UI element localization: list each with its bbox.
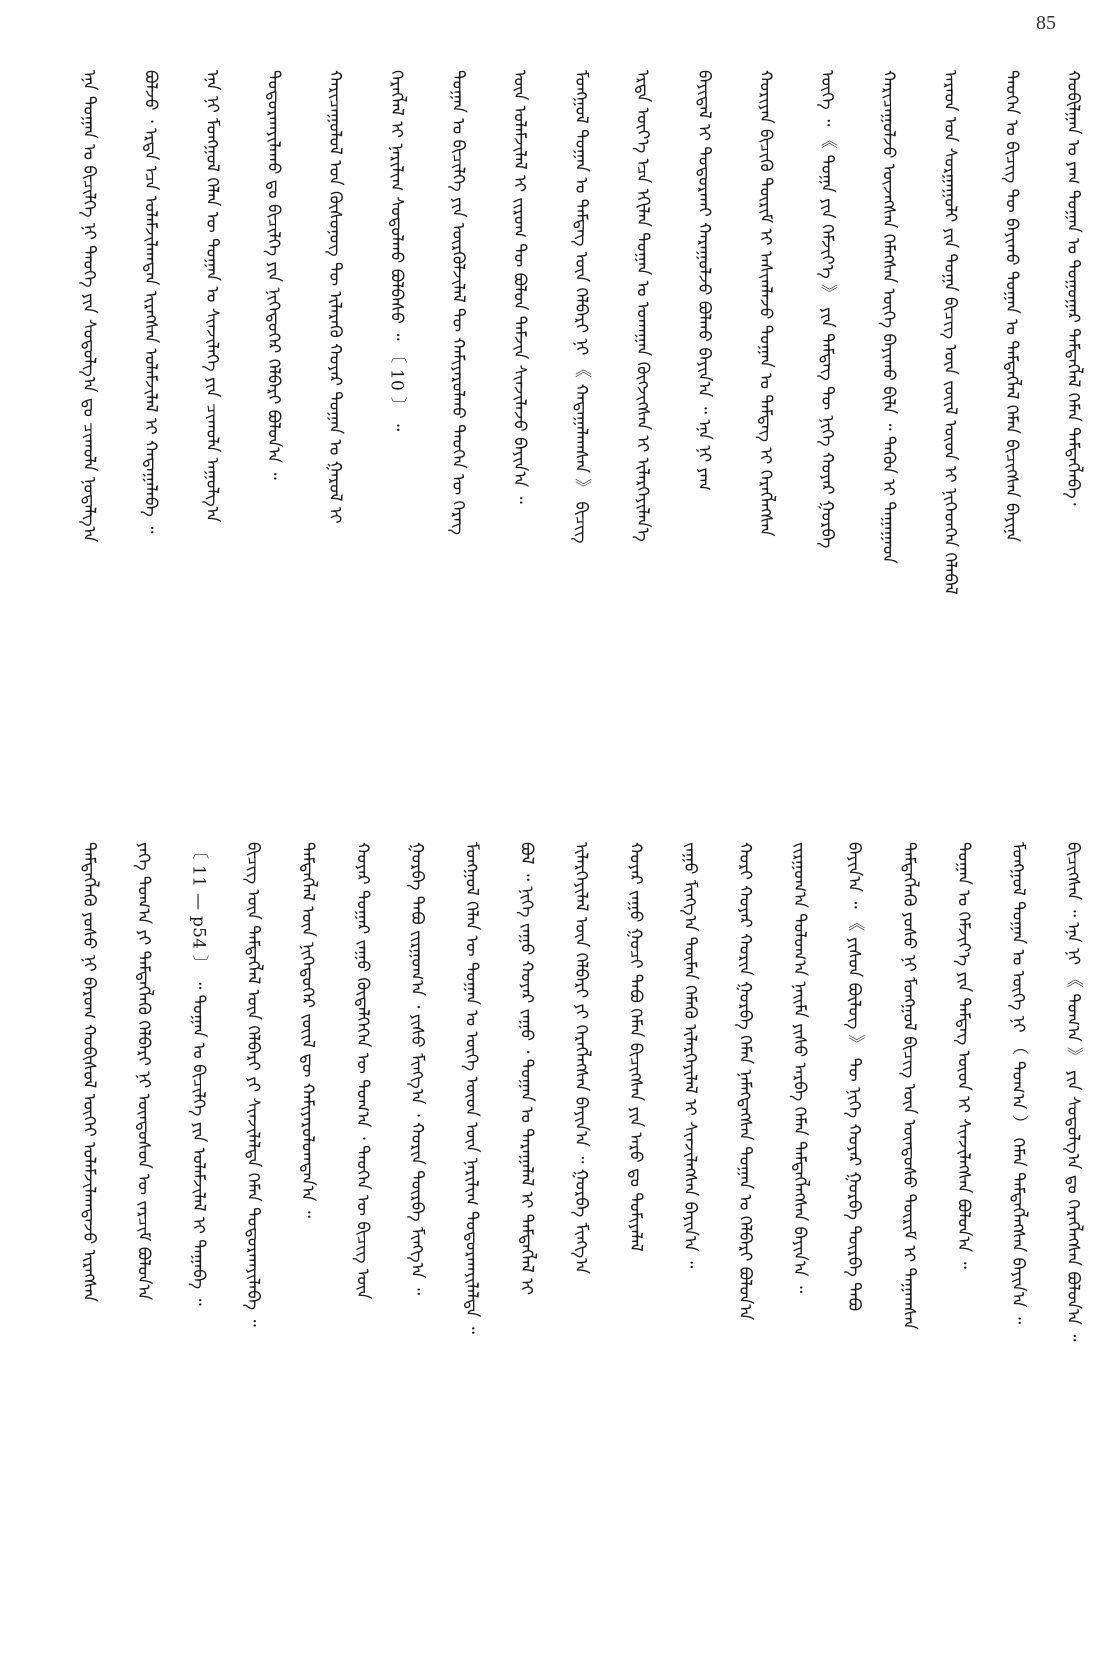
text-line-content: ᠪᠣᠯᠵᠤ ᠂ ᠡᠷᠲᠡ ᠡᠴᠡ ᠤᠯᠠᠮᠵᠢᠯᠠᠭᠳᠠᠨ ᠢᠷᠡᠭᠰᠡᠨ ᠤᠯᠠᠮᠵᠢᠯᠠᠯ ᠢ ᠬᠠᠳᠠᠭᠠᠯᠠᠪᠠ ᠃ — [140, 70, 161, 534]
text-line — [78, 842, 104, 1632]
text-line — [679, 842, 705, 1632]
text-line-content: ᠶᠡᠬᠡ ᠲᠣᠭ᠎ᠠ ᠶᠢ ᠲᠡᠮᠳᠡᠭᠯᠡᠬᠦ ᠬᠡᠯᠪᠡᠷᠢ ᠨᠢ ᠦᠨᠳᠦᠰᠦᠨ ᠦ ᠵᠠᠷᠴᠢᠮ ᠪᠣᠯᠤᠨ᠎ᠠ — [133, 842, 154, 1301]
text-line-content: ᠵᠢᠷᠭᠤᠭ᠎ᠠ ᠳᠣᠯᠣᠭ᠎ᠠ ᠨᠠᠢ᠌ᠮᠠ ᠶᠢᠰᠦ ᠠᠷᠪᠠ ᠬᠡᠮᠡᠨ ᠲᠡᠮᠳᠡᠭᠯᠡᠭᠰᠡᠨ ᠪᠠᠶᠢᠨ᠎ᠠ ᠃ — [789, 842, 810, 1294]
text-line-content: ᠪᠠᠶᠢᠨ᠎ᠠ ᠃ 《 ᠶᠢᠰᠦᠨ ᠪᠦᠯᠦᠭ 》 ᠲᠦ ᠨᠢᠭᠡ ᠬᠣᠶᠠᠷ ᠭᠤᠷᠪᠠ ᠳᠥᠷᠪᠡ ᠲᠠᠪᠤ — [844, 842, 865, 1312]
text-line-content: ᠮᠣᠩᠭᠣᠯ ᠲᠣᠭᠠᠨ ᠤ ᠦᠭᠡ ᠨᠢ （ ᠲᠣᠭ᠎ᠠ ） ᠬᠡᠮᠡᠨ ᠲᠡᠮᠳᠡᠭᠯᠡᠭᠰᠡᠨ ᠪᠠᠶᠢᠨ᠎ᠠ ᠃ — [1008, 842, 1029, 1325]
text-line — [939, 70, 965, 830]
text-line-content: ᠬᠠᠷᠢᠴᠠᠭᠤᠯᠵᠤ ᠦᠵᠡᠭᠰᠡᠨ ᠬᠡᠮᠡᠭᠰᠡᠨ ᠦᠭᠡ ᠪᠠᠶᠢᠬᠤ ᠪᠢᠯᠡ ᠃ ᠲᠡᠭᠦᠨ ᠢ ᠳᠠᠭᠠᠭᠠᠳ — [878, 70, 899, 564]
text-line — [953, 842, 979, 1632]
text-line-content: ᠪᠢᠴᠢᠭ ᠦᠨ ᠲᠡᠮᠳᠡᠭᠯᠡᠯ ᠦᠨ ᠬᠡᠯᠪᠡᠷᠢ ᠶᠢ ᠰᠢᠨᠵᠢᠯᠡᠯᠲᠡ ᠬᠡᠮᠡᠨ ᠲᠣᠳᠣᠷᠬᠠᠶᠢᠯᠠᠪᠠ ᠃ — [242, 842, 263, 1327]
text-line — [386, 70, 412, 830]
text-line — [625, 842, 651, 1632]
top-text-block — [78, 70, 1088, 830]
text-line-content: ᠪᠢᠴᠢᠭᠰᠡᠨ ᠃ ᠡᠨᠡ ᠨᠢ 《 ᠲᠣᠭ᠎ᠠ 》 ᠶᠢᠨ ᠰᠤᠳᠤᠯᠭ᠎ᠠ ᠳᠤ ᠬᠡᠷᠡᠭᠯᠡᠭᠰᠡᠨ ᠪᠣᠯᠤᠨ᠎ᠠ ᠃ — [1062, 842, 1083, 1342]
page-number: 85 — [1036, 12, 1056, 34]
text-line — [447, 70, 473, 830]
text-line-content: ᠡᠨᠡ ᠲᠣᠭᠠᠨ ᠤ ᠪᠢᠴᠢᠯᠭᠡ ᠨᠢ ᠲᠡᠦᠬᠡ ᠶᠢᠨ ᠰᠤᠳᠤᠯᠭ᠎ᠠ ᠳᠤ ᠴᠢᠬᠤᠯᠠ ᠨᠣᠲᠠᠯᠭ᠎ᠠ — [79, 70, 99, 543]
text-line-content: ᠲᠣᠳᠣᠷᠬᠠᠶᠢᠯᠠᠬᠤ ᠳᠤ ᠪᠢᠴᠢᠯᠭᠡ ᠶᠢᠨ ᠨᠢᠭᠡᠳᠦᠭᠡᠷ ᠬᠡᠯᠪᠡᠷᠢ ᠪᠣᠯᠤᠨ᠎ᠠ ᠃ — [263, 70, 284, 480]
text-line-content: ᠲᠡᠮᠳᠡᠭᠯᠡᠬᠦ ᠶᠣᠰᠣ ᠨᠢ ᠪᠠᠷᠤᠭ ᠬᠤᠪᠢᠰᠤᠯ ᠦᠭᠡᠢ ᠤᠯᠠᠮᠵᠢᠯᠠᠭᠳᠠᠵᠤ ᠢᠷᠡᠭᠰᠡᠨ — [79, 842, 99, 1302]
text-line-content: ᠡᠨᠡ ᠨᠢ ᠮᠣᠩᠭᠣᠯ ᠬᠡᠯᠡᠨ ᠦ ᠲᠣᠭᠠᠨ ᠤ ᠰᠢᠨᠵᠢᠯᠡᠭᠡ ᠶᠢᠨ ᠴᠢᠬᠤᠯᠠ ᠠᠭᠤᠯᠭ᠎ᠠ — [202, 70, 222, 523]
text-line — [263, 70, 289, 830]
text-line — [242, 842, 268, 1632]
text-line — [789, 842, 815, 1632]
text-line — [1001, 70, 1027, 830]
text-line — [515, 842, 541, 1632]
text-line-content: ᠦᠭᠡ ᠃ 《 ᠲᠣᠭᠠ ᠶᠢᠨ ᠬᠡᠮᠵᠢᠶ᠎ᠡ 》 ᠶᠢᠨ ᠲᠡᠮᠳᠡᠭ ᠲᠦ ᠨᠢᠭᠡ ᠬᠣᠶᠠᠷ ᠭᠤᠷᠪᠠ — [817, 70, 837, 549]
text-line — [406, 842, 432, 1632]
bottom-text-block — [78, 842, 1088, 1632]
text-line-content: ᠲᠡᠮᠳᠡᠭᠯᠡᠬᠦ ᠶᠣᠰᠣ ᠨᠢ ᠮᠣᠩᠭᠣᠯ ᠪᠢᠴᠢᠭ ᠦᠨ ᠦᠨᠳᠦᠰᠦ ᠳᠦᠷᠢᠮ ᠢ ᠳᠠᠭᠠᠭᠰᠠᠨ — [898, 842, 919, 1330]
text-line-content: ᠪᠠᠶᠢᠳᠠᠯ ᠢ ᠲᠣᠳᠣᠷᠬᠠᠶ ᠬᠠᠷᠠᠭᠤᠯᠵᠤ ᠪᠣᠯᠬᠤ ᠪᠠᠶᠢᠨ᠎ᠠ ᠃ ᠡᠨᠡ ᠨᠢ ᠶᠠᠭ — [694, 70, 714, 491]
text-line-content: ᠬᠣᠶᠠᠷ ᠳᠤᠭᠠᠷ ᠵᠠᠭᠤ ᠬᠥᠳᠡᠯᠭᠡᠭᠡᠨ ᠦ ᠲᠣᠭ᠎ᠠ ᠂ ᠲᠡᠦᠬᠡᠨ ᠦ ᠪᠢᠴᠢᠭ ᠦᠨ — [352, 842, 373, 1300]
text-line-content: ᠬᠠᠷᠢᠴᠠᠭᠤᠯᠤᠯ ᠤᠨ ᠬᠦᠰᠦᠨᠦᠭ ᠲᠦ ᠢᠯᠡᠷᠡᠬᠦ ᠬᠣᠶᠠᠷ ᠲᠣᠭᠠᠨ ᠤ ᠭᠠᠷᠤᠯ ᠢ — [325, 70, 345, 524]
text-line-content: ᠲᠣᠭᠠᠨ ᠤ ᠬᠡᠮᠵᠢᠶ᠎ᠡ ᠶᠢᠨ ᠲᠡᠮᠳᠡᠭ ᠦᠳ ᠢ ᠰᠢᠨᠵᠢᠯᠡᠭᠰᠡᠨ ᠪᠣᠯᠤᠨ᠎ᠠ ᠃ — [953, 842, 974, 1269]
text-line-content: ᠮᠣᠩᠭᠣᠯ ᠲᠣᠭᠠᠨ ᠤ ᠲᠡᠮᠳᠡᠭ ᠦᠨ ᠬᠡᠯᠪᠡᠷᠢ ᠨᠢ 《 ᠬᠠᠳᠠᠭᠠᠯᠠᠭᠰᠠᠨ 》 ᠪᠢᠴᠢᠭ — [571, 70, 591, 544]
text-line — [78, 70, 104, 830]
text-line — [693, 70, 719, 830]
text-line — [133, 842, 159, 1632]
text-line — [461, 842, 487, 1632]
text-line — [570, 842, 596, 1632]
text-line-content: ᠠᠷᠠᠳ ᠤᠨ ᠰᠤᠷᠭᠠᠭᠤᠯᠢ ᠶᠢᠨ ᠲᠣᠭᠠ ᠪᠢᠴᠢᠭ ᠦᠨ ᠵᠦᠢᠯ ᠦᠳ ᠢ ᠨᠢᠭᠡᠳᠬᠡᠨ ᠬᠡᠯᠡᠪᠡᠯ — [940, 70, 960, 595]
text-line — [1062, 842, 1088, 1632]
text-line — [201, 70, 227, 830]
text-line — [755, 70, 781, 830]
text-line — [1062, 70, 1088, 830]
text-line — [570, 70, 596, 830]
text-line-content: ᠲᠡᠮᠳᠡᠭᠯᠡᠯ ᠦᠨ ᠨᠢᠭᠡᠳᠦᠭᠡᠷ ᠵᠦᠢᠯ ᠳᠦ ᠬᠠᠮᠢᠶᠠᠷᠤᠯᠤᠭᠳᠠᠨ᠎ᠠ ᠃ — [297, 842, 318, 1218]
text-line — [187, 842, 213, 1632]
text-line — [1007, 842, 1033, 1632]
text-line-content: ᠦᠨ ᠤᠯᠠᠮᠵᠢᠯᠠᠯ ᠢ ᠵᠢᠷᠤᠭ ᠲᠦ ᠪᠣᠯᠤᠨ ᠳᠡᠮᠵᠢᠨ ᠰᠢᠨᠵᠢᠯᠡᠵᠦ ᠪᠠᠶᠢᠨ᠎ᠠ ᠃ — [509, 70, 530, 504]
text-line — [734, 842, 760, 1632]
text-line-content: ᠡᠷᠲᠡ ᠦᠶ᠎ᠡ ᠡᠴᠡ ᠡᠬᠢᠯᠡᠨ ᠲᠣᠭᠠᠨ ᠤ ᠤᠬᠠᠭᠠᠨ ᠬᠥᠭᠵᠢᠭᠰᠡᠨ ᠢ ᠢᠯᠡᠷᠬᠡᠶᠢᠯᠡᠨ᠎ᠡ — [632, 70, 653, 542]
text-line — [297, 842, 323, 1632]
text-line-content: ᠭᠤᠷᠪᠠ ᠲᠠᠪᠤ ᠵᠢᠷᠭᠤᠭ᠎ᠠ ᠂ ᠶᠢᠰᠦ ᠮᠢᠩᠭ᠎ᠠ ᠂ ᠬᠣᠷᠢᠨ ᠳᠥᠷᠪᠡ ᠮᠢᠩᠭ᠎ᠠ ᠃ — [406, 842, 427, 1296]
text-line-content: ᠬᠣᠷᠢ ᠬᠣᠶᠠᠷ ᠬᠣᠷᠢᠨ ᠭᠤᠷᠪᠠ ᠬᠡᠮᠡᠨ ᠨᠡᠮᠡᠭᠳᠡᠭᠰᠡᠨ ᠲᠣᠭᠠᠨ ᠤ ᠬᠡᠯᠪᠡᠷᠢ ᠪᠣᠯᠤᠨ᠎ᠠ — [734, 842, 755, 1321]
text-line-content: ᠪᠣᠯ ᠃ ᠨᠢᠭᠡ ᠵᠠᠭᠤ ᠬᠣᠶᠠᠷ ᠵᠠᠭᠤ ᠂ ᠲᠣᠭᠠᠨ ᠤ ᠳᠠᠷᠠᠭᠠᠯᠠᠯ ᠢ ᠲᠡᠮᠳᠡᠭᠯᠡᠯ ᠢ — [516, 842, 537, 1296]
text-line-content: 〔 11 — p54 〕 ᠃ ᠲᠣᠭᠠᠨ ᠤ ᠪᠢᠴᠢᠯᠭᠡ ᠶᠢᠨ ᠤᠯᠠᠮᠵᠢᠯᠠᠯ ᠢ ᠳᠠᠭᠠᠪᠠ ᠃ — [188, 842, 209, 1306]
text-line — [351, 842, 377, 1632]
text-line — [324, 70, 350, 830]
text-line-content: ᠵᠠᠭᠤ ᠮᠢᠩᠭ᠎ᠠ ᠲᠦᠮᠡᠨ ᠬᠡᠮᠡᠬᠦ ᠢᠯᠡᠷᠬᠡᠶᠢᠯᠡᠯ ᠢ ᠰᠢᠨᠵᠢᠯᠡᠭᠰᠡᠨ ᠪᠠᠶᠢᠨ᠎ᠠ ᠃ — [680, 842, 701, 1269]
text-line-content: ᠲᠣᠭᠠᠨ ᠤ ᠪᠢᠴᠢᠯᠭᠡ ᠶᠢᠨ ᠦᠷᠭᠦᠯᠵᠢᠯᠡᠯ ᠲᠦ ᠬᠠᠮᠢᠶᠠᠷᠤᠯᠬᠤ ᠲᠡᠦᠬᠡᠨ ᠦ ᠬᠡᠷᠡᠭ — [448, 70, 468, 535]
text-line-content: ᠬᠣᠶᠠᠷ ᠵᠠᠭᠤ ᠭᠤᠴᠢ ᠲᠠᠪᠤ ᠬᠡᠮᠡᠨ ᠪᠢᠴᠢᠭᠰᠡᠨ ᠶᠢᠨ ᠠᠷᠤ ᠳᠤ ᠲᠣᠮᠢᠶᠠᠯᠠᠯ — [625, 842, 646, 1252]
text-line — [632, 70, 658, 830]
text-line — [898, 842, 924, 1632]
text-line — [878, 70, 904, 830]
text-line-content: ᠬᠤᠪᠢᠯᠭᠠᠨ ᠤ ᠶᠠᠭ ᠲᠣᠭᠠᠨ ᠤ ᠲᠤᠭᠤᠭᠠᠷ ᠲᠡᠮᠳᠡᠭᠯᠡᠯ ᠬᠡᠮᠡᠨ ᠲᠡᠮᠳᠡᠭᠯᠡᠪᠡ᠂ — [1063, 70, 1083, 506]
text-line-content: ᠲᠡᠦᠬᠡᠨ ᠤ ᠪᠢᠴᠢᠭ ᠲᠦ ᠪᠠᠶᠢᠬᠤ ᠲᠣᠭᠠᠨ ᠤ ᠲᠡᠮᠳᠡᠭᠯᠡᠯ ᠬᠡᠮᠡᠨ ᠪᠢᠴᠢᠭᠰᠡᠨ ᠪᠠᠶᠢᠨᠠ — [1001, 70, 1022, 542]
text-line-content: ᠬᠡᠷᠡᠭᠯᠡᠯ ᠢ ᠨᠠᠷᠢᠯᠢᠭ ᠰᠤᠳᠤᠯᠬᠤ ᠪᠣᠯᠪᠠᠰᠤ ᠃ 〔 10 〕 ᠃ — [386, 70, 407, 432]
text-line-content: ᠢᠯᠡᠷᠬᠡᠶᠢᠯᠡᠯ ᠦᠨ ᠬᠡᠯᠪᠡᠷᠢ ᠶᠢ ᠬᠡᠷᠡᠭᠯᠡᠭᠰᠡᠨ ᠪᠠᠶᠢᠨ᠎ᠠ ᠃ ᠭᠤᠷᠪᠠ ᠮᠢᠩᠭ᠎ᠠ — [570, 842, 591, 1274]
text-line-content: ᠮᠣᠩᠭᠣᠯ ᠬᠡᠯᠡᠨ ᠦ ᠲᠣᠭᠠᠨ ᠤ ᠦᠭᠡ ᠦᠳ ᠦᠨ ᠨᠠᠷᠢᠯᠢᠭ ᠲᠣᠳᠣᠷᠬᠠᠶᠢᠯᠠᠯᠲᠠ ᠃ — [461, 842, 482, 1334]
text-line — [140, 70, 166, 830]
text-line — [509, 70, 535, 830]
text-line — [843, 842, 869, 1632]
text-line — [816, 70, 842, 830]
text-line-content: ᠬᠤᠷᠢᠶᠠᠨ ᠪᠢᠴᠢᠬᠦ ᠳᠦᠷᠢᠮ ᠢ ᠠᠰᠢᠭᠯᠠᠵᠤ ᠲᠣᠭᠠᠨ ᠤ ᠲᠡᠮᠳᠡᠭ ᠢ ᠬᠡᠷᠡᠭᠯᠡᠭᠰᠡᠨ — [755, 70, 776, 537]
